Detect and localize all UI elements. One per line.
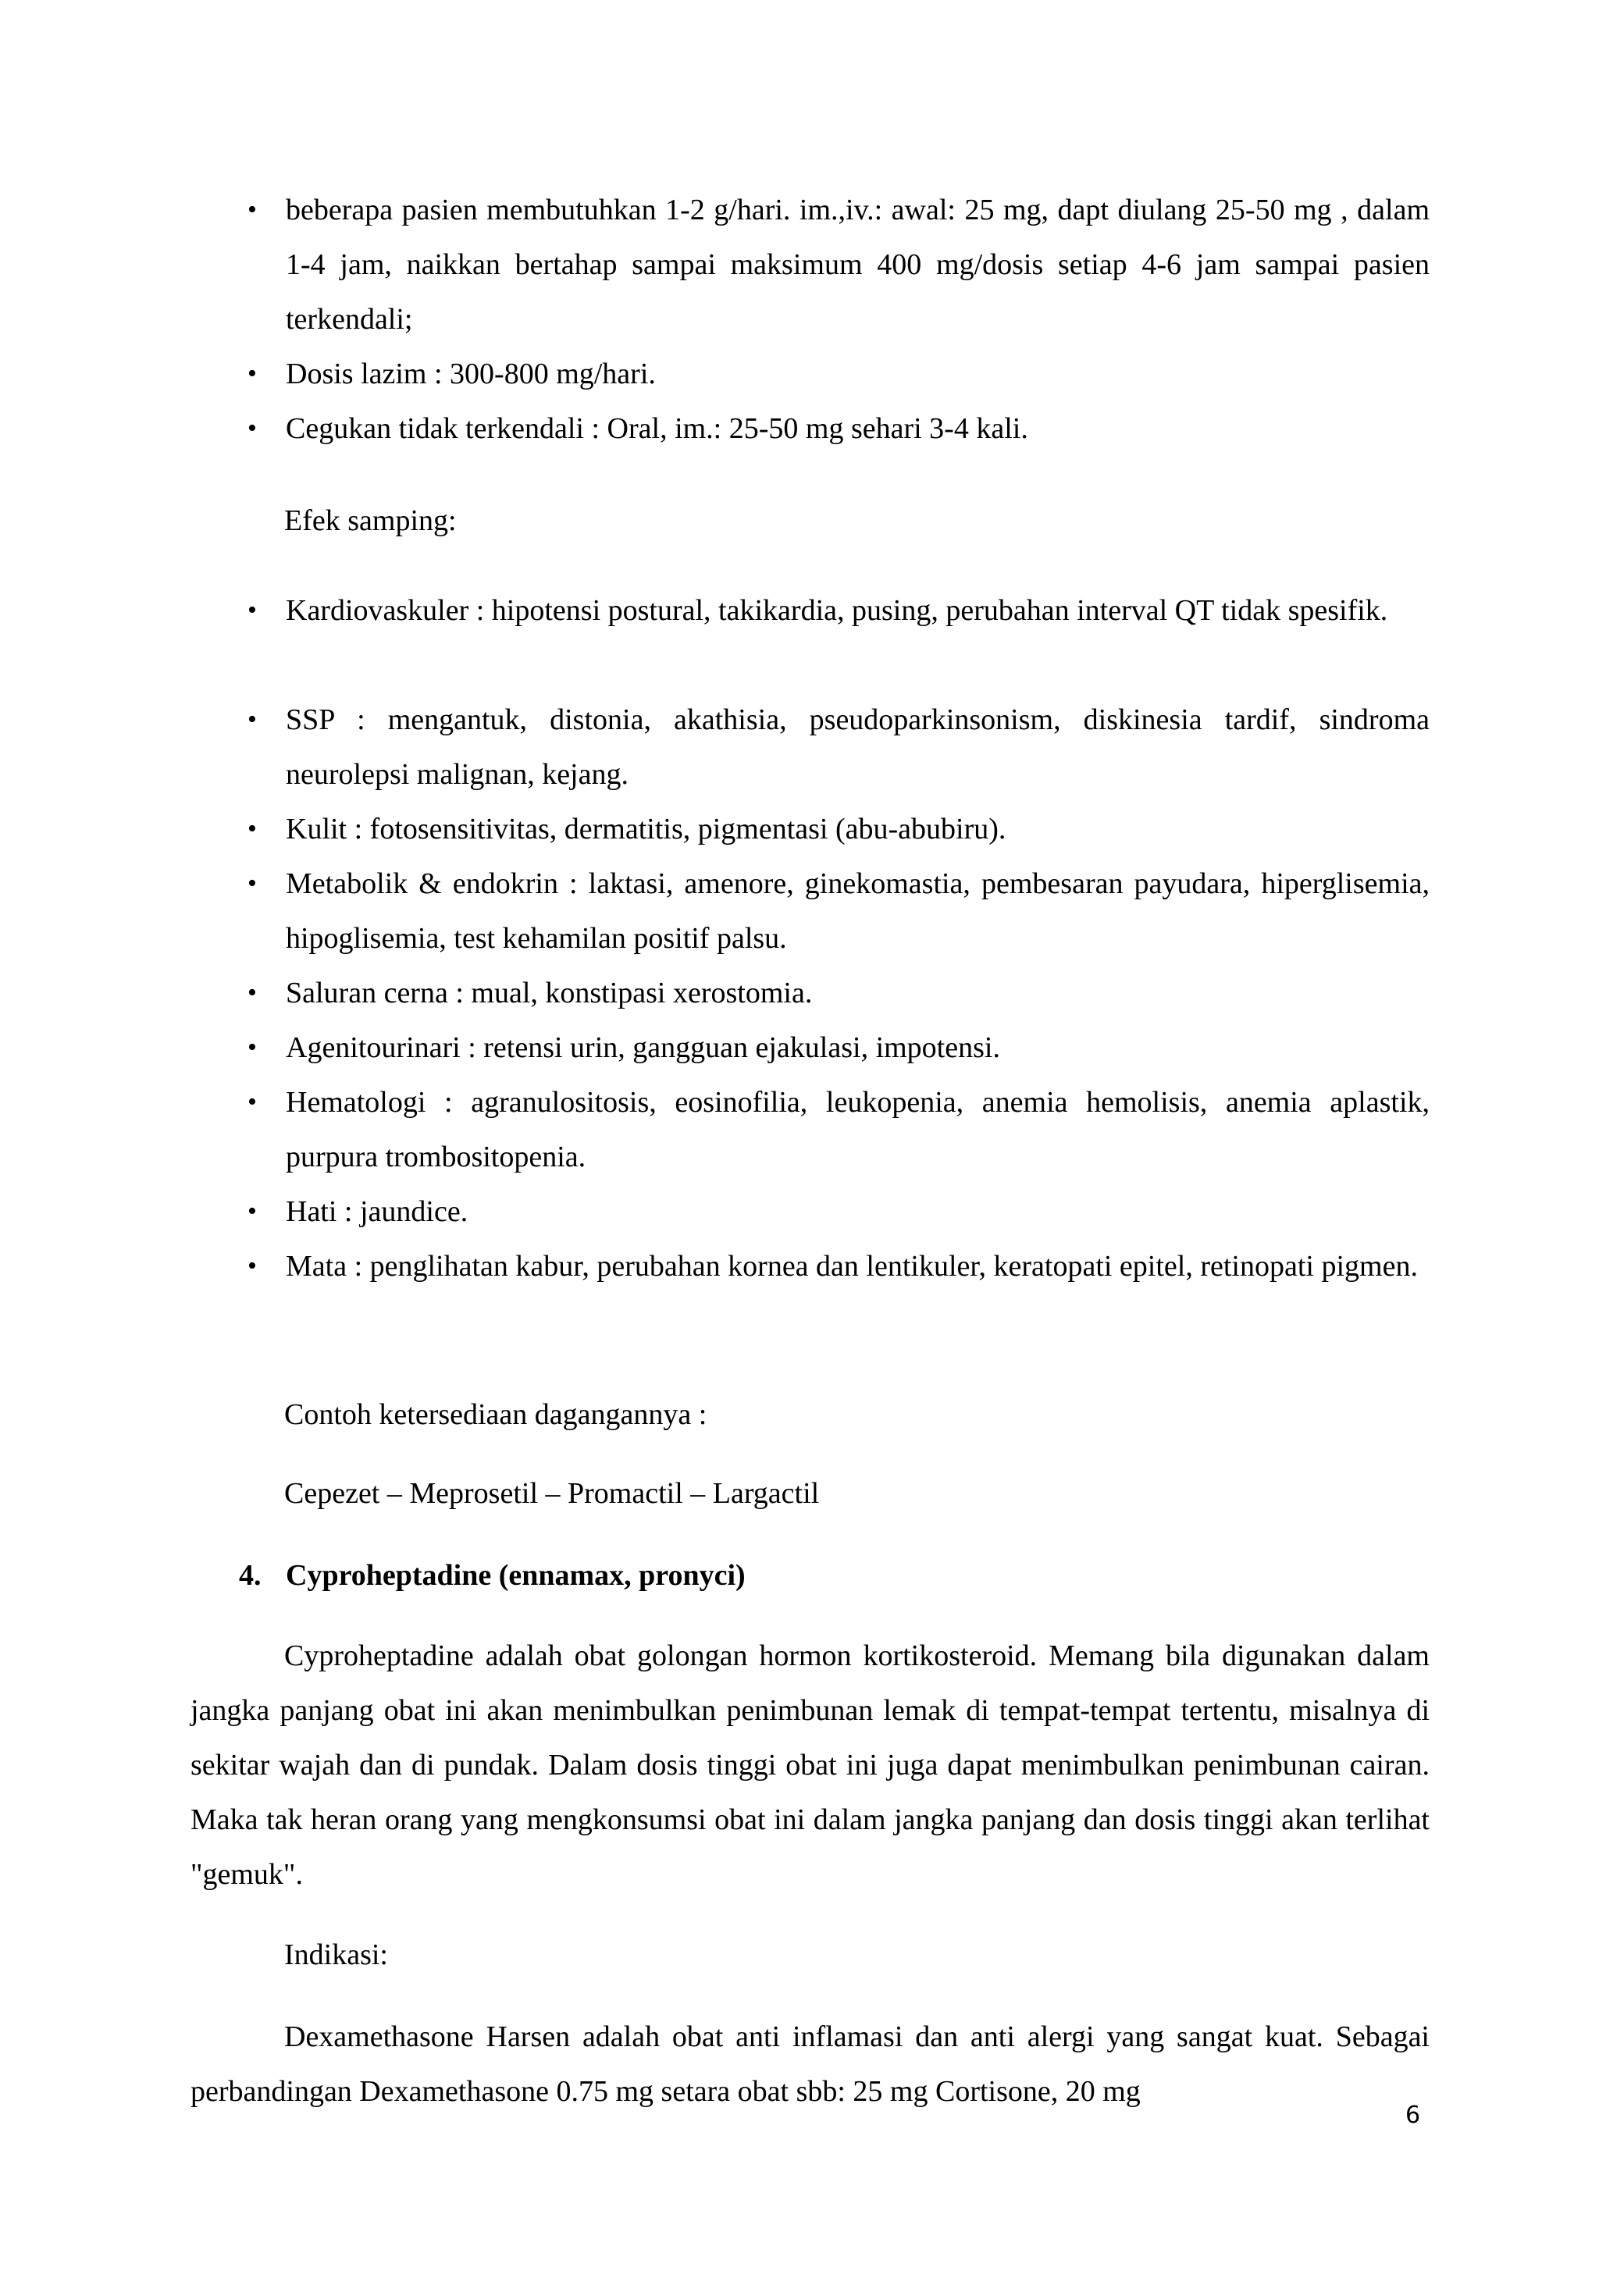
side-effect-item: • Hematologi : agranulositosis, eosinofilia, leukopenia, anemia hemolisis, anemia aplastik, purpura trombositopenia. — [286, 1075, 1430, 1184]
side-effect-item: • SSP : mengantuk, distonia, akathisia, pseudoparkinsonism, diskinesia tardif, sindroma neurolepsi malignan, kejang. — [286, 692, 1430, 802]
page-number: 6 — [1405, 2102, 1421, 2129]
section-heading — [239, 1548, 746, 1603]
side-effect-item: • Saluran cerna : mual, konstipasi xerostomia. — [286, 966, 1430, 1020]
bullet-icon: • — [248, 869, 257, 898]
bullet-icon: • — [248, 1197, 257, 1226]
indication-heading: Indikasi: — [284, 1938, 388, 1971]
bullet-icon: • — [248, 414, 257, 443]
section-title: Cyproheptadine (ennamax, pronyci) — [286, 1559, 746, 1592]
trade-names: Cepezet – Meprosetil – Promactil – Largactil — [284, 1477, 820, 1510]
dosage-item: • Cegukan tidak terkendali : Oral, im.: 25-50 mg sehari 3-4 kali. — [286, 401, 1430, 456]
side-effect-item: • Hati : jaundice. — [286, 1184, 1430, 1239]
bullet-icon: • — [248, 978, 257, 1007]
side-effect-item: • Metabolik & endokrin : laktasi, amenore, ginekomastia, pembesaran payudara, hiperglisemia, hipoglisemia, test kehamilan positif palsu. — [286, 856, 1430, 966]
bullet-icon: • — [248, 1251, 257, 1280]
bullet-icon: • — [248, 814, 257, 843]
indication-paragraph: Dexamethasone Harsen adalah obat anti inflamasi dan anti alergi yang sangat kuat. Sebagai perbandingan Dexamethasone 0.75 mg setara obat sbb: 25 mg Cortisone, 20 mg — [191, 2020, 1430, 2108]
bullet-icon: • — [248, 1087, 257, 1116]
trade-names-heading: Contoh ketersediaan dagangannya : — [284, 1398, 707, 1431]
section-number: 4. — [239, 1559, 262, 1592]
side-effect-item: • Kulit : fotosensitivitas, dermatitis, pigmentasi (abu-abubiru). — [286, 802, 1430, 856]
side-effect-item: • Agenitourinari : retensi urin, gangguan ejakulasi, impotensi. — [286, 1020, 1430, 1075]
intro-paragraph: Cyproheptadine adalah obat golongan hormon kortikosteroid. Memang bila digunakan dalam jangka panjang obat ini akan menimbulkan penimbunan lemak di tempat-tempat tertentu, misalnya di sekitar wajah dan di pundak. Dalam dosis tinggi obat ini juga dapat menimbulkan penimbunan cairan. Maka tak heran orang yang mengkonsumsi obat ini dalam jangka panjang dan dosis tinggi akan terlihat "gemuk". — [191, 1639, 1430, 1891]
bullet-icon: • — [248, 359, 257, 388]
side-effect-item: • Kardiovaskuler : hipotensi postural, takikardia, pusing, perubahan interval QT tidak spesifik. — [286, 583, 1430, 638]
bullet-icon: • — [248, 195, 257, 224]
bullet-icon: • — [248, 596, 257, 625]
bullet-icon: • — [248, 705, 257, 734]
dosage-item: • Dosis lazim : 300-800 mg/hari. — [286, 347, 1430, 401]
bullet-icon: • — [248, 1033, 257, 1062]
side-effects-heading: Efek samping: — [284, 504, 457, 537]
dosage-item: • beberapa pasien membutuhkan 1-2 g/hari. im.,iv.: awal: 25 mg, dapt diulang 25-50 mg , dalam 1-4 jam, naikkan bertahap sampai maksimum 400 mg/dosis setiap 4-6 jam sampai pasien terkendali; — [286, 183, 1430, 347]
side-effect-item: • Mata : penglihatan kabur, perubahan kornea dan lentikuler, keratopati epitel, retinopati pigmen. — [286, 1239, 1430, 1294]
